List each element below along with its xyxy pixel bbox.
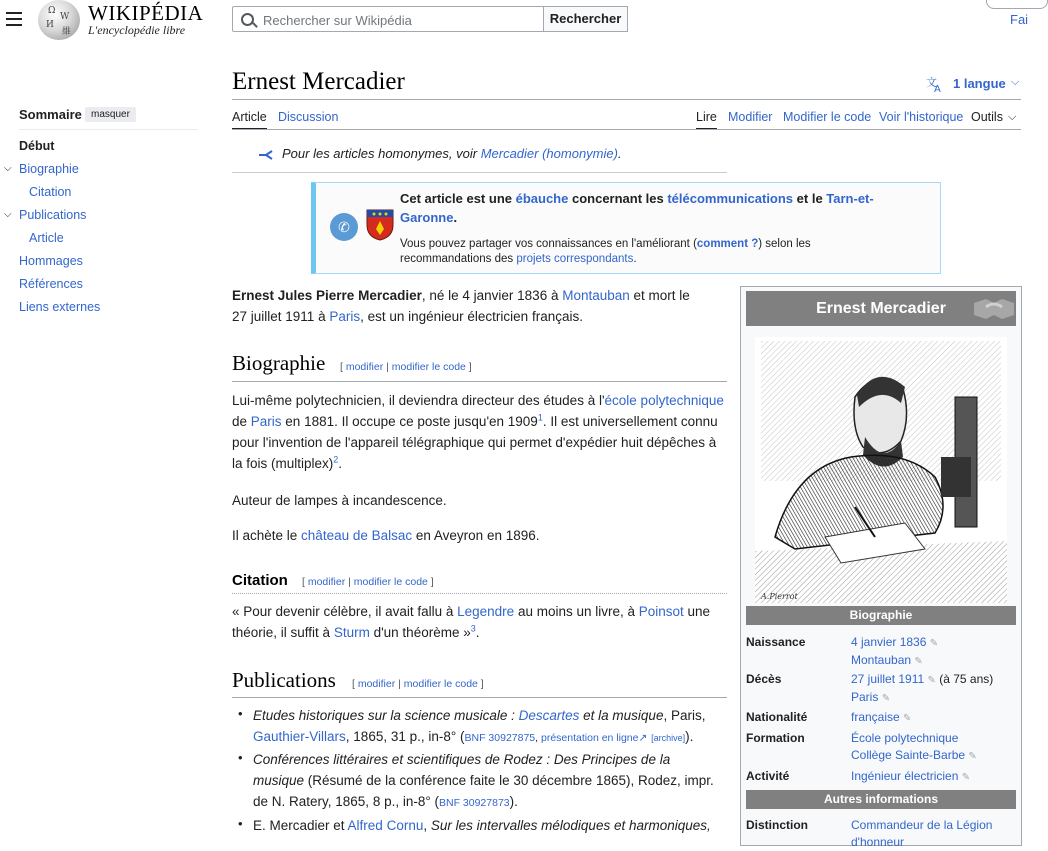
toc-item-liens-externes[interactable]: Liens externes bbox=[19, 300, 101, 314]
list-item: Conférences littéraires et scientifiques de Rodez : Des Principes de la musique (Résumé de la conférence faite le 30 décembre 1865), Rodez, impr. de N. Ratery, 1865, 8 p., in-8° (BNF 30927873). bbox=[253, 752, 714, 809]
chevron-down-icon[interactable]: ⌵ bbox=[4, 163, 12, 174]
section-divider bbox=[232, 697, 727, 698]
section-heading-publications: Publications bbox=[232, 668, 336, 692]
pencil-icon[interactable]: ✎ bbox=[961, 772, 971, 783]
infobox-label: Distinction bbox=[746, 818, 808, 832]
section-heading-biographie: Biographie bbox=[232, 351, 326, 375]
link-sainte-barbe[interactable]: Collège Sainte-Barbe bbox=[851, 748, 966, 762]
toc-item-biographie[interactable]: Biographie bbox=[19, 162, 79, 176]
corner-link[interactable]: Fai bbox=[1010, 12, 1029, 27]
wikipedia-tagline: L'encyclopédie libre bbox=[88, 23, 186, 37]
link-presentation[interactable]: présentation en ligne bbox=[541, 732, 639, 744]
external-link-icon: ↗ bbox=[638, 732, 648, 744]
link-nationality[interactable]: française bbox=[851, 710, 900, 724]
bullet: • bbox=[238, 706, 243, 721]
pencil-icon[interactable]: ✎ bbox=[914, 656, 923, 667]
tab-modifier-code[interactable]: Modifier le code bbox=[783, 110, 872, 124]
search-button[interactable]: Rechercher bbox=[543, 6, 628, 32]
stub-link-telecom[interactable]: télécommunications bbox=[667, 191, 794, 206]
infobox-label: Naissance bbox=[746, 635, 806, 649]
toc-hide-button[interactable]: masquer bbox=[85, 107, 136, 122]
link-death-date[interactable]: 27 juillet 1911 bbox=[851, 672, 925, 686]
infobox-value bbox=[851, 730, 977, 765]
infobox-section-autres: Autres informations bbox=[746, 790, 1016, 809]
infobox-label: Activité bbox=[746, 769, 790, 783]
toc-divider bbox=[19, 129, 198, 130]
svg-text:A: A bbox=[934, 84, 941, 95]
infobox-value bbox=[851, 709, 911, 727]
link-poinsot[interactable]: Poinsot bbox=[638, 604, 684, 619]
tab-historique[interactable]: Voir l'historique bbox=[879, 110, 964, 124]
toc-item-article[interactable]: Article bbox=[29, 231, 64, 245]
link-gauthier-villars[interactable]: Gauthier-Villars bbox=[253, 729, 346, 744]
portrait-image[interactable] bbox=[755, 337, 1007, 603]
edit-code-link[interactable]: modifier le code bbox=[403, 678, 478, 690]
link-montauban[interactable]: Montauban bbox=[562, 288, 630, 303]
list-item: E. Mercadier et Alfred Cornu, Sur les intervalles mélodiques et harmoniques, bbox=[253, 818, 711, 833]
toc-item-debut[interactable]: Début bbox=[19, 139, 55, 153]
infobox-label: Décès bbox=[746, 672, 782, 686]
link-bnf[interactable]: BNF 30927875 bbox=[464, 732, 536, 744]
language-icon[interactable] bbox=[926, 75, 944, 93]
tab-article[interactable]: Article bbox=[232, 110, 267, 130]
title-divider bbox=[232, 99, 1021, 100]
link-paris[interactable]: Paris bbox=[250, 414, 282, 429]
edit-link[interactable]: modifier bbox=[307, 576, 346, 588]
tab-lire[interactable]: Lire bbox=[696, 110, 717, 130]
corner-popup bbox=[986, 0, 1048, 9]
stub-link-projets[interactable]: projets correspondants bbox=[516, 253, 634, 265]
wikipedia-wordmark[interactable]: WIKIPÉDIA bbox=[88, 1, 204, 25]
stub-link-tarn[interactable]: Tarn-et-Garonne bbox=[400, 191, 874, 225]
search-icon bbox=[241, 13, 254, 26]
stub-link-ebauche[interactable]: ébauche bbox=[515, 191, 569, 206]
section-divider bbox=[232, 381, 727, 382]
link-ecole-polytechnique[interactable]: école polytechnique bbox=[604, 393, 724, 408]
link-alfred-cornu[interactable]: Alfred Cornu bbox=[347, 818, 424, 833]
disambiguation-icon bbox=[258, 148, 274, 160]
toc-item-citation[interactable]: Citation bbox=[29, 185, 72, 199]
language-button[interactable]: 1 langue bbox=[953, 76, 1006, 91]
tab-discussion[interactable]: Discussion bbox=[278, 110, 339, 124]
toc-item-references[interactable]: Références bbox=[19, 277, 83, 291]
bullet: • bbox=[238, 750, 243, 765]
citation-paragraph: « Pour devenir célèbre, il avait fallu à Legendre au moins un livre, à Poinsot une théorie, il suffit à Sturm d'un théorème »$^3$. bbox=[232, 604, 711, 640]
infobox-value bbox=[851, 817, 1011, 851]
section-divider bbox=[232, 593, 727, 594]
biographie-paragraph-2: Auteur de lampes à incandescence. bbox=[232, 493, 447, 508]
main-menu-button[interactable] bbox=[6, 12, 22, 26]
toc-title: Sommaire bbox=[19, 107, 82, 122]
hatnote-divider bbox=[232, 172, 727, 173]
bullet: • bbox=[238, 816, 243, 831]
edit-link[interactable]: modifier bbox=[345, 361, 384, 373]
link-legion-honneur[interactable]: Commandeur de la Légion d'honneur bbox=[851, 818, 993, 849]
infobox-title: Ernest Mercadier bbox=[746, 291, 1016, 326]
section-edit-links: [ modifier | modifier le code ] bbox=[302, 576, 434, 588]
link-archive[interactable]: [archive] bbox=[651, 733, 686, 743]
tarn-et-garonne-crest-icon bbox=[366, 209, 394, 241]
section-edit-links: [ modifier | modifier le code ] bbox=[340, 361, 472, 373]
infobox-section-biographie: Biographie bbox=[746, 606, 1016, 625]
edit-code-link[interactable]: modifier le code bbox=[353, 576, 428, 588]
wikipedia-globe-logo[interactable]: Ω W И 維 bbox=[38, 0, 80, 40]
reference-3[interactable]: 3 bbox=[470, 623, 476, 634]
infobox-label: Nationalité bbox=[746, 710, 808, 724]
lead-paragraph: Ernest Jules Pierre Mercadier, né le 4 janvier 1836 à Montauban et mort le 27 juillet 1911 à Paris, est un ingénieur électricien français. bbox=[232, 288, 690, 324]
edit-code-link[interactable]: modifier le code bbox=[391, 361, 466, 373]
pencil-icon[interactable]: ✎ bbox=[903, 713, 912, 724]
list-item: Etudes historiques sur la science musicale : Descartes et la musique, Paris, Gauthier-Villars, 1865, 31 p., in-8° (BNF 30927875, présentation en ligne↗ [archive]). bbox=[253, 708, 706, 744]
chevron-down-icon[interactable]: ⌵ bbox=[1008, 111, 1017, 123]
section-edit-links: [ modifier | modifier le code ] bbox=[352, 678, 484, 690]
link-sturm[interactable]: Sturm bbox=[333, 625, 370, 640]
link-polytechnique[interactable]: École polytechnique bbox=[851, 731, 959, 745]
toc-item-publications[interactable]: Publications bbox=[19, 208, 87, 222]
section-heading-citation: Citation bbox=[232, 572, 288, 589]
stub-title: Cet article est une ébauche concernant les télécommunications et le Tarn-et-Garonne. bbox=[400, 191, 874, 225]
stub-body: Vous pouvez partager vos connaissances en l'améliorant (comment ?) selon les recommandations des projets correspondants. bbox=[400, 238, 811, 265]
hatnote: Pour les articles homonymes, voir Mercadier (homonymie). bbox=[282, 146, 622, 161]
hatnote-link[interactable]: Mercadier (homonymie) bbox=[480, 146, 618, 161]
infobox-value bbox=[851, 634, 938, 670]
search-box[interactable] bbox=[232, 6, 544, 32]
chevron-down-icon[interactable]: ⌵ bbox=[4, 209, 12, 220]
biographie-paragraph-1: Lui-même polytechnicien, il deviendra directeur des études à l'école polytechnique de Paris en 1881. Il occupe ce poste jusqu'en 1909$^1$. Il est universellement connu pour l'invention de l'appareil télégraphique qui permet d'expédier huit dépêches à la fois (multiplex)$^2$. bbox=[232, 393, 724, 471]
link-chateau-balsac[interactable]: château de Balsac bbox=[301, 528, 413, 543]
edit-link[interactable]: modifier bbox=[357, 678, 396, 690]
biographie-paragraph-3: Il achète le château de Balsac en Aveyron en 1896. bbox=[232, 528, 540, 543]
pencil-icon[interactable]: ✎ bbox=[927, 675, 936, 686]
link-death-place[interactable]: Paris bbox=[851, 690, 879, 704]
handshake-icon bbox=[972, 293, 1016, 323]
infobox-value bbox=[851, 768, 970, 786]
infobox-label: Formation bbox=[746, 731, 805, 745]
chevron-down-icon[interactable]: ⌵ bbox=[1011, 76, 1020, 88]
toc-item-hommages[interactable]: Hommages bbox=[19, 254, 83, 268]
pencil-icon[interactable]: ✎ bbox=[881, 693, 891, 704]
link-bnf[interactable]: BNF 30927873 bbox=[439, 797, 510, 809]
tab-modifier[interactable]: Modifier bbox=[728, 110, 773, 124]
stub-link-comment[interactable]: comment ? bbox=[696, 238, 759, 250]
reference-1[interactable]: 1 bbox=[537, 412, 543, 423]
link-birth-place[interactable]: Montauban bbox=[851, 653, 912, 667]
infobox-value: 27 juillet 1911 ✎ (à 75 ans) Paris ✎ bbox=[851, 672, 994, 704]
tab-outils[interactable]: Outils bbox=[971, 110, 1003, 124]
link-paris[interactable]: Paris bbox=[329, 309, 361, 324]
telephone-icon: ✆ bbox=[330, 213, 358, 241]
reference-2[interactable]: 2 bbox=[333, 454, 339, 465]
pencil-icon[interactable]: ✎ bbox=[968, 751, 977, 762]
link-birth-date[interactable]: 4 janvier 1836 bbox=[851, 635, 927, 649]
link-descartes[interactable]: Descartes bbox=[518, 708, 580, 723]
portrait-signature: A.Pierrot bbox=[761, 592, 798, 601]
svg-text:文: 文 bbox=[926, 76, 937, 89]
pencil-icon[interactable]: ✎ bbox=[929, 638, 939, 649]
search-input[interactable] bbox=[261, 10, 535, 30]
link-activity[interactable]: Ingénieur électricien bbox=[851, 769, 959, 783]
link-legendre[interactable]: Legendre bbox=[457, 604, 515, 619]
page-title: Ernest Mercadier bbox=[232, 68, 405, 95]
tabs-divider bbox=[232, 129, 1021, 130]
